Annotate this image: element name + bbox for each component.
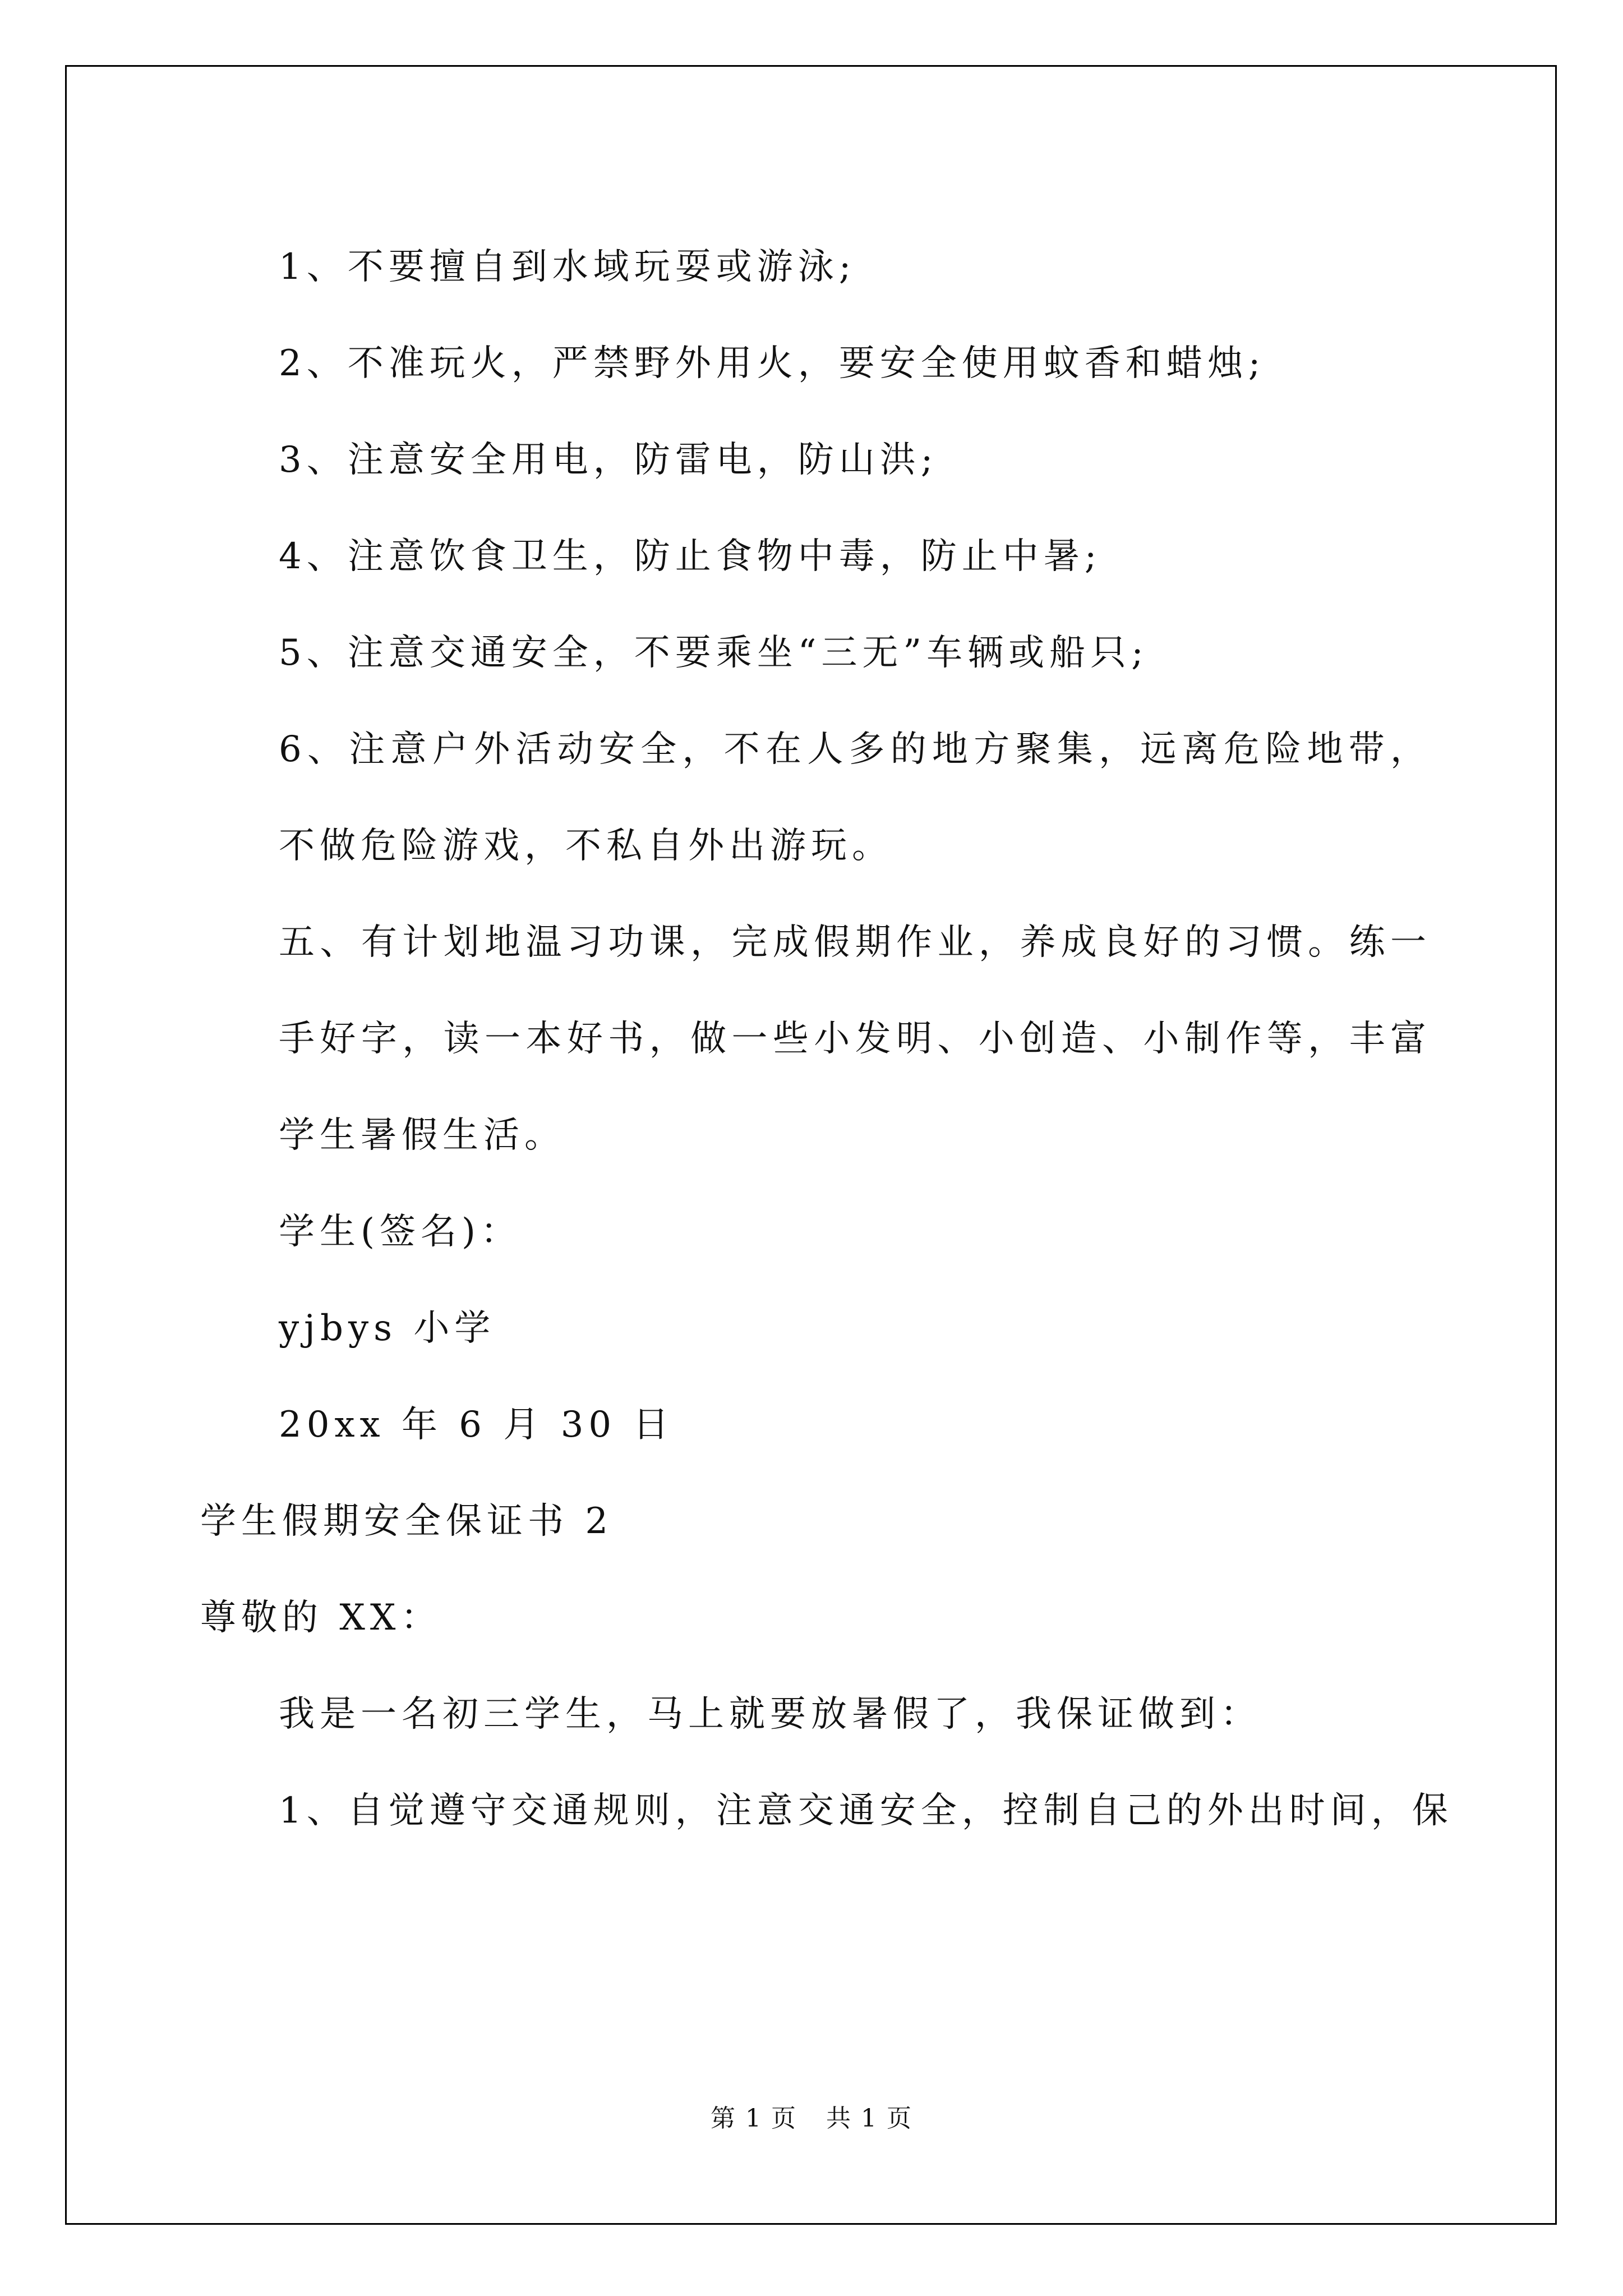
- page-total: 共 1 页: [826, 2104, 912, 2133]
- document-date: 20xx 年 6 月 30 日: [279, 1404, 674, 1446]
- paragraph-item-1-continued: 1、自觉遵守交通规则，注意交通安全，控制自己的外出时间，保: [279, 1790, 1453, 1832]
- paragraph-item-6: 6、注意户外活动安全，不在人多的地方聚集，远离危险地带，不做危险游戏，不私自外出游玩。: [279, 729, 1431, 867]
- paragraph-item-4: 4、注意饮食卫生，防止食物中毒，防止中暑;: [279, 536, 1102, 577]
- salutation: 尊敬的 XX：: [200, 1597, 442, 1639]
- school-name: yjbys 小学: [279, 1308, 496, 1349]
- signature-line: 学生(签名)：: [279, 1211, 522, 1253]
- paragraph-item-5: 5、注意交通安全，不要乘坐“三无”车辆或船只;: [279, 632, 1149, 674]
- intro-paragraph: 我是一名初三学生，马上就要放暑假了，我保证做到：: [279, 1694, 1261, 1735]
- paragraph-item-3: 3、注意安全用电，防雷电，防山洪;: [279, 439, 938, 481]
- page-number: 第 1 页: [711, 2104, 797, 2133]
- document-body: [200, 219, 1453, 1859]
- paragraph-item-2: 2、不准玩火，严禁野外用火，要安全使用蚊香和蜡烛;: [279, 343, 1266, 384]
- paragraph-section-five: 五、有计划地温习功课，完成假期作业，养成良好的习惯。练一手好字，读一本好书，做一些小发明、小创造、小制作等，丰富学生暑假生活。: [279, 922, 1431, 1156]
- section-title: 学生假期安全保证书 2: [200, 1501, 614, 1542]
- page-footer: [0, 2098, 1623, 2134]
- paragraph-item-1: 1、不要擅自到水域玩耍或游泳;: [279, 246, 856, 288]
